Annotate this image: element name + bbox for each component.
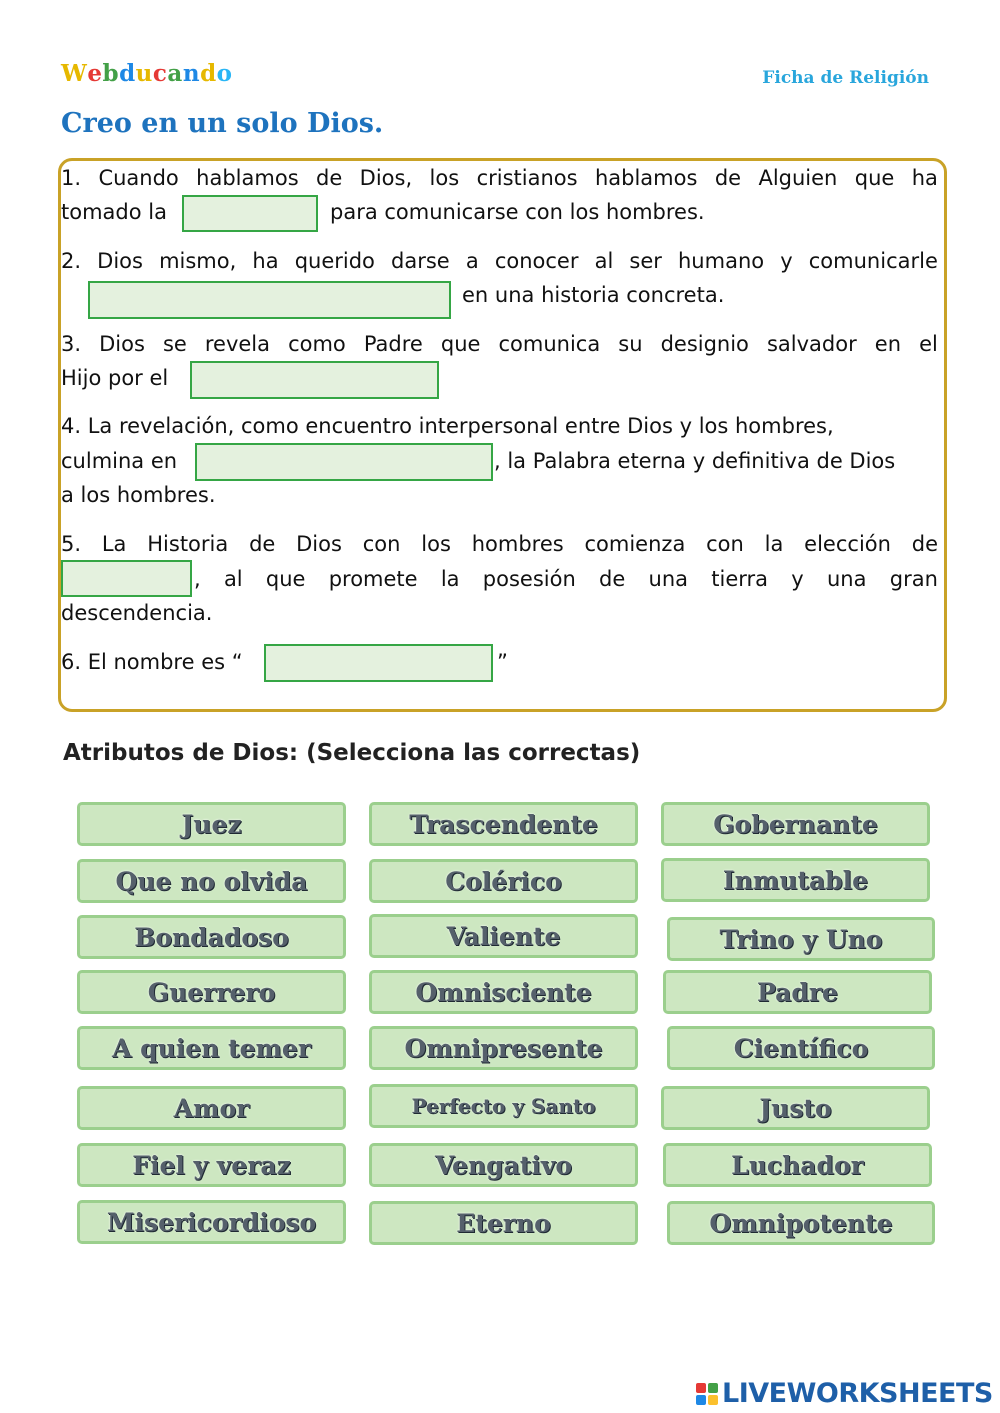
word: el [919,332,938,356]
option-chip[interactable]: Justo [661,1086,930,1130]
brand-logo-text [61,60,233,87]
word: revela [204,332,271,356]
q5-text-c: descendencia. [61,601,213,625]
word: comienza [584,532,686,556]
word: La [101,532,127,556]
option-chip[interactable]: Misericordioso [77,1200,346,1244]
option-chip[interactable]: Fiel y veraz [77,1143,346,1187]
option-chip[interactable]: Perfecto y Santo [369,1084,638,1128]
word: al [594,249,614,273]
word: Historia [147,532,229,556]
worksheet-subject: Ficha de Religión [762,68,929,88]
brand-letter: W [61,60,88,87]
q6-text-a: 6. El nombre es “ [61,650,243,674]
answer-field-2[interactable] [88,281,451,319]
word: a [465,249,479,273]
option-chip[interactable]: Padre [663,970,932,1014]
word: y [780,249,793,273]
option-chip[interactable]: Vengativo [369,1143,638,1187]
word: Cuando [98,166,179,190]
word: una [648,567,689,591]
option-chip[interactable]: Bondadoso [77,915,346,959]
q6-line [61,645,938,679]
word: como [288,332,346,356]
answer-field-6[interactable] [264,644,493,682]
word: , [194,567,201,591]
q2-text: en una historia concreta. [462,283,725,307]
q4-text-c: , la Palabra eterna y definitiva de Dios [494,449,896,473]
brand-letter: n [182,60,201,87]
word: hablamos [196,166,299,190]
word: de [599,567,626,591]
word: humano [678,249,765,273]
answer-field-5[interactable] [61,560,192,597]
word: en [874,332,902,356]
word: con [362,532,401,556]
word: ha [252,249,279,273]
word: Alguien [758,166,838,190]
word: y [791,567,804,591]
word: la [764,532,784,556]
q5-text-b [194,562,938,596]
word: ser [629,249,662,273]
option-chip[interactable]: Guerrero [77,970,346,1014]
q4-text-a: 4. La revelación, como encuentro interpersonal entre Dios y los hombres, [61,414,834,438]
option-chip[interactable]: Juez [77,802,346,846]
page-title: Creo en un solo Dios. [61,108,384,139]
q4-text-d: a los hombres. [61,483,216,507]
word: ha [911,166,938,190]
word: la [440,567,460,591]
word: promete [328,567,418,591]
word: gran [889,567,938,591]
brand-letter: a [167,60,183,87]
word: los [429,166,460,190]
answer-field-4[interactable] [195,443,493,481]
q6-text-b: ” [497,650,508,674]
brand-letter: o [216,60,233,87]
option-chip[interactable]: Amor [77,1086,346,1130]
word: al [223,567,243,591]
word: Padre [363,332,423,356]
q4-line1 [61,409,938,443]
option-chip[interactable]: Gobernante [661,802,930,846]
word: que [854,166,895,190]
answer-field-1[interactable] [182,195,318,232]
word: que [265,567,306,591]
word: hombres [471,532,564,556]
word: de [911,532,938,556]
word: salvador [766,332,857,356]
option-chip[interactable]: Que no olvida [77,859,346,903]
brand-letter: d [119,60,136,87]
word: Dios [99,332,145,356]
word: hablamos [594,166,698,190]
word: con [706,532,744,556]
word: 3. [61,332,82,356]
option-chip[interactable]: Omnipotente [667,1201,935,1245]
option-chip[interactable]: A quien temer [77,1026,346,1070]
q4-line2 [61,444,938,478]
word: que [440,332,481,356]
word: de [249,532,276,556]
q2-line1 [61,244,938,278]
option-chip[interactable]: Científico [667,1026,935,1070]
word: Dios [97,249,143,273]
option-chip[interactable]: Valiente [369,914,638,958]
word: conocer [494,249,579,273]
q1-text-a: tomado la [61,200,167,224]
word: elección [804,532,891,556]
option-chip[interactable]: Omnipresente [369,1026,638,1070]
word: una [826,567,867,591]
word: de [316,166,343,190]
word: su [618,332,643,356]
option-chip[interactable]: Colérico [369,859,638,903]
word: Dios [296,532,342,556]
option-chip[interactable]: Eterno [369,1201,638,1245]
option-chip[interactable]: Inmutable [661,858,930,902]
q1-text-b: para comunicarse con los hombres. [330,200,705,224]
option-chip[interactable]: Trino y Uno [667,917,935,961]
liveworksheets-logo [696,1378,993,1409]
q5-line3 [61,596,938,630]
logo-text: LIVEWORKSHEETS [722,1378,993,1409]
word: designio [660,332,749,356]
brand-letter: u [135,60,153,87]
option-chip[interactable]: Luchador [663,1143,932,1187]
brand-letter: c [152,60,168,87]
word: comunicarle [808,249,938,273]
word: cristianos [476,166,578,190]
word: mismo, [159,249,237,273]
q4-line3 [61,478,938,512]
word: 2. [61,249,82,273]
q3-text: Hijo por el [61,366,169,390]
word: posesión [482,567,576,591]
q5-line2 [61,562,938,596]
q1-line1 [61,161,938,195]
word: se [162,332,187,356]
q3-line1 [61,327,938,361]
answer-field-3[interactable] [190,361,439,399]
word: querido [294,249,375,273]
attributes-title: Atributos de Dios: (Selecciona las correctas) [63,740,641,766]
word: 1. [61,166,82,190]
word: comunica [498,332,601,356]
brand-letter: e [87,60,103,87]
brand-letter: b [102,60,120,87]
word: 5. [61,532,82,556]
q4-text-b: culmina en [61,449,178,473]
liveworksheets-icon [696,1383,718,1405]
option-chip[interactable]: Omnisciente [369,970,638,1014]
word: de [714,166,742,190]
option-chip[interactable]: Trascendente [369,802,638,846]
word: darse [391,249,450,273]
brand-letter: d [200,60,217,87]
q5-line1 [61,527,938,561]
word: los [421,532,451,556]
word: tierra [711,567,769,591]
word: Dios, [359,166,413,190]
